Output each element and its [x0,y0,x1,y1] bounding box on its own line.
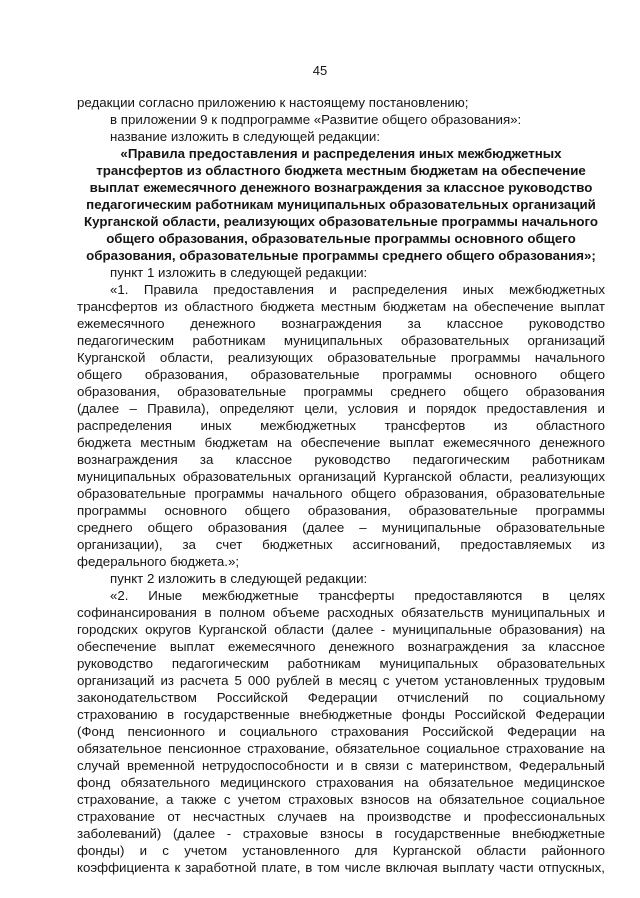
text-line: образовательные программы начального общего образования, образовательные [77,486,605,501]
text-line: пункт 1 изложить в следующей редакции: [110,265,368,280]
bold-title-line: педагогическим работникам муниципальных образовательных организаций [86,197,596,212]
text-line: программы основного общего образования, образовательные программы [77,503,605,518]
text-line: законодательством Российской Федерации отчислений по социальному [77,690,605,705]
text-line: в приложении 9 к подпрограмме «Развитие общего образования»: [110,112,522,127]
text-line: педагогическим работникам муниципальных образовательных организаций [77,333,605,348]
bold-title-line: образования, образовательные программы среднего общего образования»; [86,248,596,263]
text-line: коэффициента к заработной плате, в том числе включая выплату части отпускных, [77,860,605,875]
text-line: бюджета местным бюджетам на обеспечение выплат ежемесячного денежного [77,435,605,450]
text-line: обеспечение выплат ежемесячного денежного вознаграждения за классное [77,639,605,654]
text-line: вознаграждения за классное руководство педагогическим работникам [77,452,605,467]
text-line: название изложить в следующей редакции: [110,129,381,144]
text-line: ежемесячного денежного вознаграждения за классное руководство [77,316,605,331]
text-line: страхование, а также с учетом страховых взносов на обязательное социальное [77,792,605,807]
text-line: муниципальных образовательных организаций Курганской области, реализующих [77,469,605,484]
text-line: заболеваний) (далее - страховые взносы в государственные внебюджетные [77,826,605,841]
text-line: страхованию в государственные внебюджетные фонды Российской Федерации [77,707,605,722]
bold-title-line: Курганской области, реализующих образовательные программы начального [84,214,598,229]
text-line: софинансирования в полном объеме расходных обязательств муниципальных и [77,605,605,620]
text-line: «1. Правила предоставления и распределения иных межбюджетных [110,282,605,297]
text-line: организаций из расчета 5 000 рублей в месяц с учетом установленных трудовым [77,673,605,688]
text-line: фонды) и с учетом установленного для Курганской области районного [77,843,605,858]
text-line: случай временной нетрудоспособности и в связи с материнством, Федеральный [77,758,605,773]
text-line: пункт 2 изложить в следующей редакции: [110,571,368,586]
text-line: организации), за счет бюджетных ассигнований, предоставляемых из [77,537,605,552]
text-line: федерального бюджета.»; [77,554,240,569]
text-line: (Фонд пенсионного и социального страхования Российской Федерации на [77,724,605,739]
text-line: образования, образовательные программы среднего общего образования [77,384,605,399]
bold-title-line: общего образования, образовательные программы основного общего [106,231,576,246]
text-line: фонд обязательного медицинского страхования на обязательное медицинское [77,775,605,790]
text-line: (далее – Правила), определяют цели, условия и порядок предоставления и [77,401,605,416]
text-line: Курганской области, реализующих образовательные программы начального [77,350,605,365]
text-line: среднего общего образования (далее – муниципальные образовательные [77,520,605,535]
text-line: «2. Иные межбюджетные трансферты предоставляются в целях [110,588,605,603]
bold-title-line: «Правила предоставления и распределения иных межбюджетных [120,146,562,161]
text-line: руководство педагогическим работникам муниципальных образовательных [77,656,605,671]
text-line: обязательное пенсионное страхование, обязательное социальное страхование на [77,741,605,756]
text-line: страхование от несчастных случаев на производстве и профессиональных [77,809,605,824]
text-line: городских округов Курганской области (далее - муниципальные образования) на [77,622,605,637]
page-number: 45 [312,63,328,78]
text-line: трансфертов из областного бюджета местным бюджетам на обеспечение выплат [77,299,605,314]
bold-title-line: выплат ежемесячного денежного вознаграждения за классное руководство [89,180,593,195]
text-line: общего образования, образовательные программы основного общего [77,367,605,382]
text-line: редакции согласно приложению к настоящему постановлению; [77,95,469,110]
bold-title-line: трансфертов из областного бюджета местным бюджетам на обеспечение [96,163,586,178]
text-line: распределения иных межбюджетных трансфертов из областного [77,418,605,433]
